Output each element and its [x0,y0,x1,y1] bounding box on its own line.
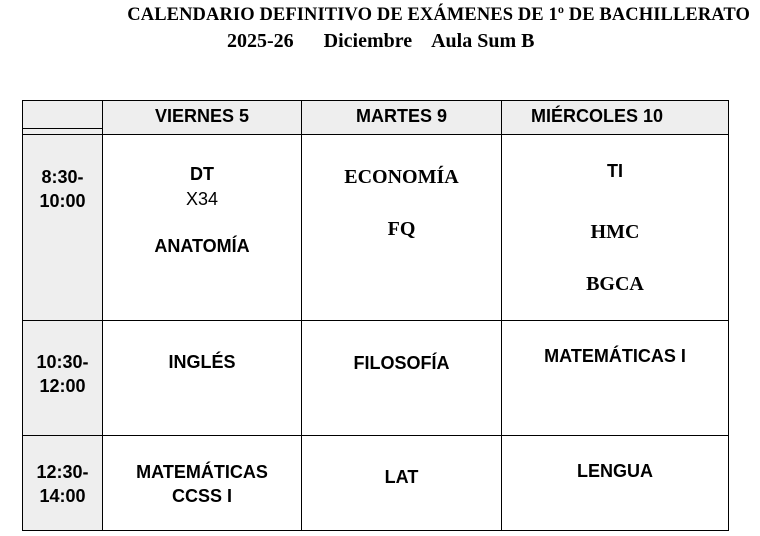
exam-hmc: HMC [590,221,640,243]
row-divider [22,435,729,436]
table-border-bottom [22,530,729,531]
month: Diciembre [323,30,413,52]
room: Aula Sum B [431,30,535,52]
time-start: 8:30- [41,167,84,187]
row-divider [22,134,729,135]
exam-matematicas-i: MATEMÁTICAS I [544,346,686,366]
exam-lengua: LENGUA [577,461,653,481]
header-viernes-5: VIERNES 5 [154,106,250,126]
time-start: 12:30- [36,462,89,482]
header-martes-9: MARTES 9 [355,106,447,126]
exam-anatomia: ANATOMÍA [154,236,250,256]
table-border-top [22,100,729,101]
exam-fq: FQ [387,218,416,240]
time-end: 14:00 [39,486,86,506]
exam-dt-group: X34 [185,189,219,209]
exam-lat: LAT [384,467,419,487]
document-title: CALENDARIO DEFINITIVO DE EXÁMENES DE 1º DE BACHILLERATO [127,5,750,25]
exam-line: MATEMÁTICAS [136,462,268,482]
time-end: 12:00 [39,376,86,396]
exam-matematicas-ccss [103,460,301,508]
time-end: 10:00 [39,191,86,211]
time-slot-1 [23,165,102,213]
time-slot-3 [23,460,102,508]
exam-economia: ECONOMÍA [344,166,459,188]
exam-bgca: BGCA [586,273,644,295]
time-start: 10:30- [36,352,89,372]
time-slot-2 [23,350,102,398]
exam-ingles: INGLÉS [168,352,236,372]
table-border-right [728,100,729,531]
row-divider [22,128,103,129]
row-divider [22,320,729,321]
exam-dt: DT [190,164,214,184]
exam-filosofia: FILOSOFÍA [353,353,450,373]
school-year: 2025-26 [227,30,294,52]
exam-line: CCSS I [171,486,232,506]
header-miercoles-10: MIÉRCOLES 10 [531,106,664,126]
exam-ti: TI [607,161,623,181]
